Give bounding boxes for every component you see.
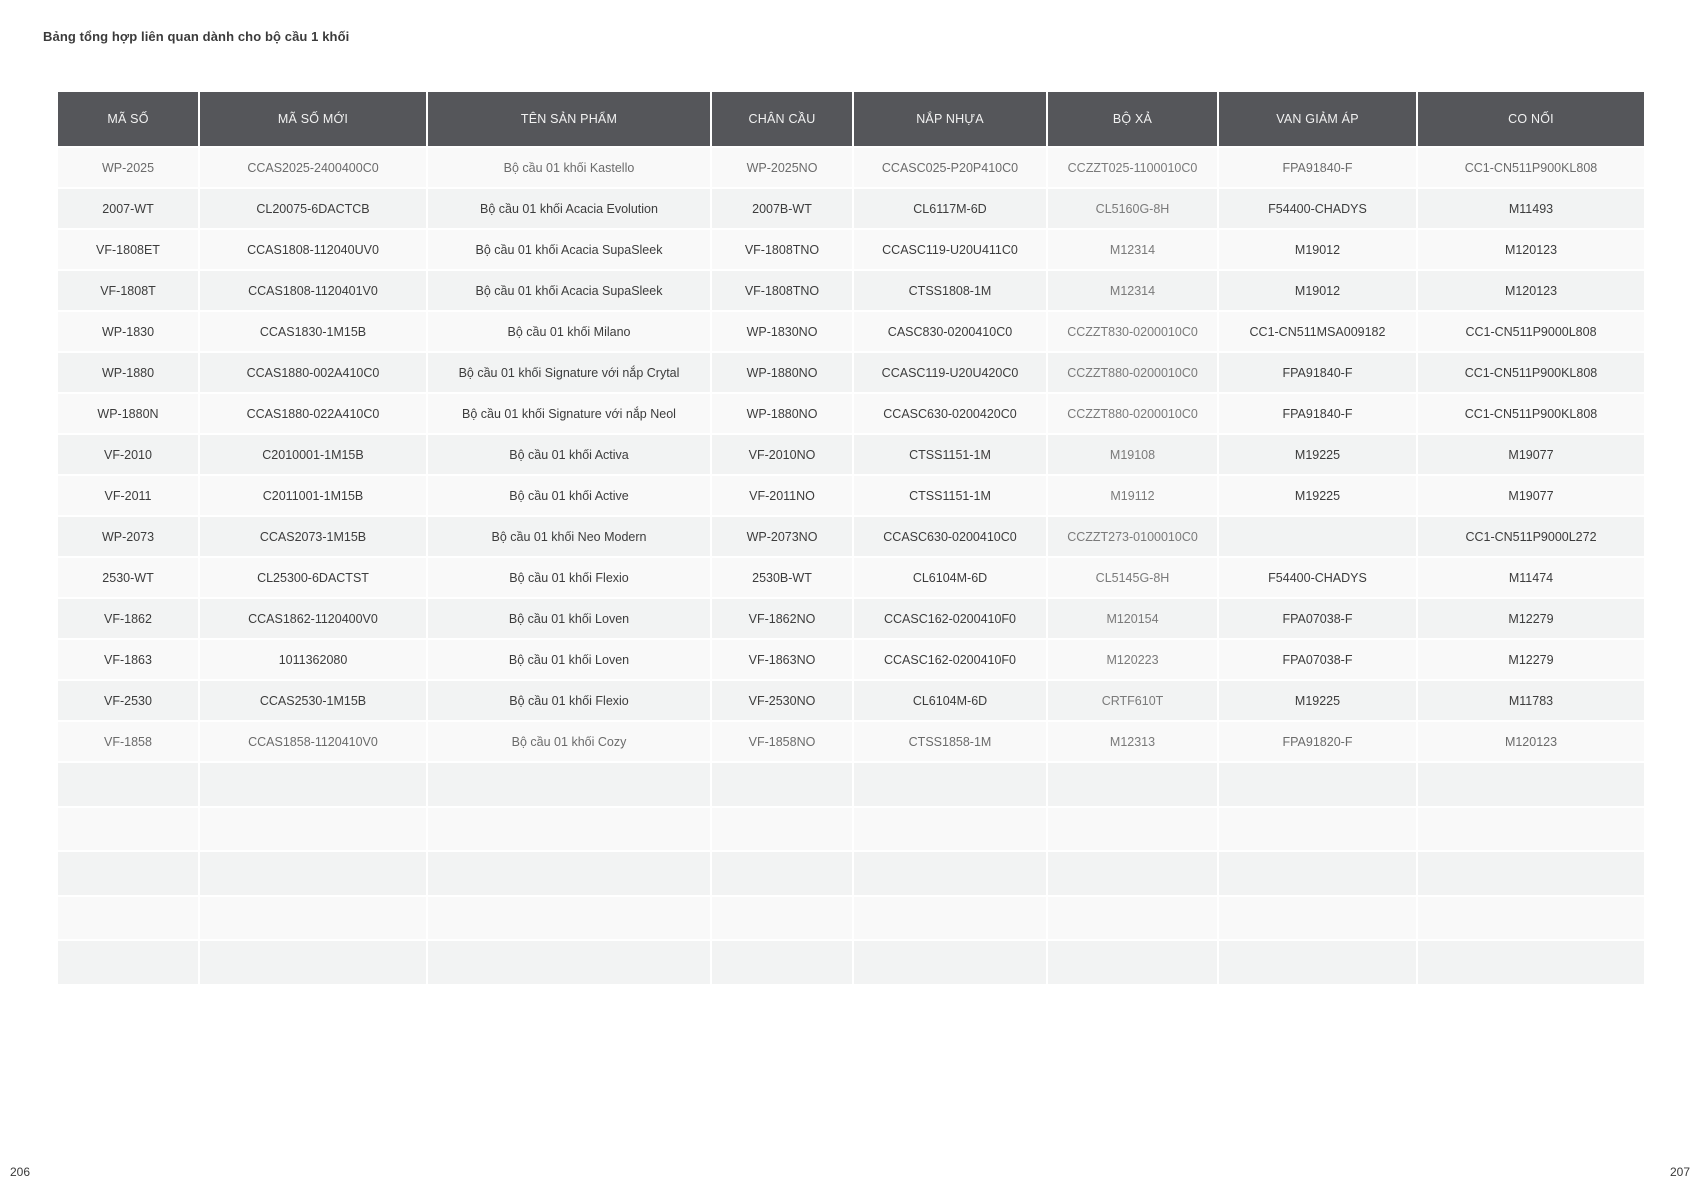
table-body bbox=[58, 148, 1644, 984]
cell-chan-cau: VF-1808TNO bbox=[712, 230, 852, 269]
cell-ma-so: VF-1862 bbox=[58, 599, 198, 638]
cell-ma-so-moi: C2010001-1M15B bbox=[200, 435, 426, 474]
cell-ma-so-moi: CCAS1880-002A410C0 bbox=[200, 353, 426, 392]
empty-cell bbox=[712, 897, 852, 940]
header-nap-nhua: NẮP NHỰA bbox=[854, 92, 1046, 146]
cell-nap-nhua: CCASC119-U20U411C0 bbox=[854, 230, 1046, 269]
empty-cell bbox=[428, 808, 710, 851]
cell-chan-cau: 2007B-WT bbox=[712, 189, 852, 228]
summary-table bbox=[56, 90, 1646, 986]
cell-co-noi: M19077 bbox=[1418, 476, 1644, 515]
cell-van-giam-ap bbox=[1219, 517, 1416, 556]
cell-ma-so-moi: CCAS1830-1M15B bbox=[200, 312, 426, 351]
table-row bbox=[58, 230, 1644, 269]
cell-ma-so: VF-2010 bbox=[58, 435, 198, 474]
empty-table-row bbox=[58, 763, 1644, 806]
cell-ma-so-moi: CCAS2073-1M15B bbox=[200, 517, 426, 556]
cell-nap-nhua: CCASC162-0200410F0 bbox=[854, 599, 1046, 638]
cell-van-giam-ap: FPA91820-F bbox=[1219, 722, 1416, 761]
empty-cell bbox=[200, 852, 426, 895]
cell-van-giam-ap: M19012 bbox=[1219, 230, 1416, 269]
cell-nap-nhua: CCASC162-0200410F0 bbox=[854, 640, 1046, 679]
cell-chan-cau: 2530B-WT bbox=[712, 558, 852, 597]
header-co-noi: CO NỐI bbox=[1418, 92, 1644, 146]
cell-ten-san-pham: Bộ cầu 01 khối Activa bbox=[428, 435, 710, 474]
empty-cell bbox=[712, 941, 852, 984]
cell-nap-nhua: CL6117M-6D bbox=[854, 189, 1046, 228]
cell-co-noi: M11493 bbox=[1418, 189, 1644, 228]
cell-bo-xa: CRTF610T bbox=[1048, 681, 1217, 720]
cell-chan-cau: WP-2025NO bbox=[712, 148, 852, 187]
cell-ma-so-moi: C2011001-1M15B bbox=[200, 476, 426, 515]
cell-van-giam-ap: FPA07038-F bbox=[1219, 640, 1416, 679]
table-row bbox=[58, 558, 1644, 597]
cell-ma-so-moi: CL25300-6DACTST bbox=[200, 558, 426, 597]
cell-ma-so: WP-1830 bbox=[58, 312, 198, 351]
cell-bo-xa: M12314 bbox=[1048, 230, 1217, 269]
empty-cell bbox=[712, 852, 852, 895]
table-header-row bbox=[58, 92, 1644, 146]
page-number-left: 206 bbox=[10, 1165, 31, 1179]
table-row bbox=[58, 353, 1644, 392]
empty-cell bbox=[428, 941, 710, 984]
empty-cell bbox=[1048, 852, 1217, 895]
cell-bo-xa: M120154 bbox=[1048, 599, 1217, 638]
cell-co-noi: CC1-CN511P900KL808 bbox=[1418, 353, 1644, 392]
cell-bo-xa: CCZZT273-0100010C0 bbox=[1048, 517, 1217, 556]
cell-ten-san-pham: Bộ cầu 01 khối Signature với nắp Neol bbox=[428, 394, 710, 433]
cell-ma-so: WP-2073 bbox=[58, 517, 198, 556]
empty-cell bbox=[854, 941, 1046, 984]
cell-nap-nhua: CCASC119-U20U420C0 bbox=[854, 353, 1046, 392]
cell-ma-so: VF-2011 bbox=[58, 476, 198, 515]
cell-nap-nhua: CL6104M-6D bbox=[854, 681, 1046, 720]
cell-nap-nhua: CCASC630-0200410C0 bbox=[854, 517, 1046, 556]
cell-chan-cau: VF-1808TNO bbox=[712, 271, 852, 310]
empty-cell bbox=[1219, 763, 1416, 806]
cell-bo-xa: M19108 bbox=[1048, 435, 1217, 474]
empty-cell bbox=[854, 852, 1046, 895]
cell-bo-xa: M12313 bbox=[1048, 722, 1217, 761]
cell-ten-san-pham: Bộ cầu 01 khối Neo Modern bbox=[428, 517, 710, 556]
cell-ma-so: VF-1863 bbox=[58, 640, 198, 679]
cell-bo-xa: CCZZT880-0200010C0 bbox=[1048, 394, 1217, 433]
cell-ten-san-pham: Bộ cầu 01 khối Loven bbox=[428, 599, 710, 638]
cell-bo-xa: CCZZT025-1100010C0 bbox=[1048, 148, 1217, 187]
table-row bbox=[58, 722, 1644, 761]
empty-cell bbox=[712, 763, 852, 806]
empty-cell bbox=[712, 808, 852, 851]
cell-chan-cau: WP-2073NO bbox=[712, 517, 852, 556]
cell-nap-nhua: CTSS1151-1M bbox=[854, 476, 1046, 515]
cell-van-giam-ap: M19225 bbox=[1219, 435, 1416, 474]
header-ma-so: MÃ SỐ bbox=[58, 92, 198, 146]
cell-chan-cau: VF-1858NO bbox=[712, 722, 852, 761]
cell-chan-cau: VF-1862NO bbox=[712, 599, 852, 638]
table-row bbox=[58, 476, 1644, 515]
empty-cell bbox=[854, 763, 1046, 806]
cell-nap-nhua: CTSS1808-1M bbox=[854, 271, 1046, 310]
empty-cell bbox=[428, 852, 710, 895]
cell-van-giam-ap: F54400-CHADYS bbox=[1219, 189, 1416, 228]
cell-van-giam-ap: M19012 bbox=[1219, 271, 1416, 310]
table-row bbox=[58, 640, 1644, 679]
cell-ma-so-moi: CCAS1858-1120410V0 bbox=[200, 722, 426, 761]
cell-ma-so: WP-2025 bbox=[58, 148, 198, 187]
header-ma-so-moi: MÃ SỐ MỚI bbox=[200, 92, 426, 146]
cell-ma-so: VF-1808T bbox=[58, 271, 198, 310]
empty-cell bbox=[1418, 852, 1644, 895]
cell-ma-so: VF-1808ET bbox=[58, 230, 198, 269]
empty-cell bbox=[1219, 897, 1416, 940]
table-row bbox=[58, 681, 1644, 720]
empty-table-row bbox=[58, 852, 1644, 895]
cell-bo-xa: M12314 bbox=[1048, 271, 1217, 310]
cell-chan-cau: VF-2010NO bbox=[712, 435, 852, 474]
empty-cell bbox=[200, 808, 426, 851]
cell-ma-so: WP-1880N bbox=[58, 394, 198, 433]
empty-cell bbox=[428, 897, 710, 940]
cell-bo-xa: M120223 bbox=[1048, 640, 1217, 679]
cell-chan-cau: WP-1880NO bbox=[712, 394, 852, 433]
cell-ma-so-moi: CCAS2530-1M15B bbox=[200, 681, 426, 720]
empty-cell bbox=[428, 763, 710, 806]
cell-ma-so: 2007-WT bbox=[58, 189, 198, 228]
cell-van-giam-ap: F54400-CHADYS bbox=[1219, 558, 1416, 597]
empty-table-row bbox=[58, 941, 1644, 984]
cell-chan-cau: VF-2530NO bbox=[712, 681, 852, 720]
cell-ten-san-pham: Bộ cầu 01 khối Milano bbox=[428, 312, 710, 351]
cell-co-noi: M120123 bbox=[1418, 722, 1644, 761]
cell-chan-cau: VF-2011NO bbox=[712, 476, 852, 515]
header-ten-san-pham: TÊN SẢN PHẨM bbox=[428, 92, 710, 146]
cell-van-giam-ap: CC1-CN511MSA009182 bbox=[1219, 312, 1416, 351]
header-van-giam-ap: VAN GIẢM ÁP bbox=[1219, 92, 1416, 146]
cell-co-noi: CC1-CN511P900KL808 bbox=[1418, 394, 1644, 433]
table-row bbox=[58, 312, 1644, 351]
cell-bo-xa: CCZZT880-0200010C0 bbox=[1048, 353, 1217, 392]
cell-ma-so: VF-1858 bbox=[58, 722, 198, 761]
cell-co-noi: CC1-CN511P900KL808 bbox=[1418, 148, 1644, 187]
cell-van-giam-ap: FPA91840-F bbox=[1219, 353, 1416, 392]
empty-cell bbox=[58, 852, 198, 895]
empty-cell bbox=[58, 897, 198, 940]
cell-ten-san-pham: Bộ cầu 01 khối Acacia SupaSleek bbox=[428, 230, 710, 269]
empty-cell bbox=[1219, 808, 1416, 851]
empty-cell bbox=[1048, 941, 1217, 984]
table-row bbox=[58, 517, 1644, 556]
empty-cell bbox=[200, 897, 426, 940]
cell-ten-san-pham: Bộ cầu 01 khối Acacia SupaSleek bbox=[428, 271, 710, 310]
cell-van-giam-ap: FPA91840-F bbox=[1219, 148, 1416, 187]
cell-bo-xa: CCZZT830-0200010C0 bbox=[1048, 312, 1217, 351]
table-row bbox=[58, 148, 1644, 187]
cell-nap-nhua: CASC830-0200410C0 bbox=[854, 312, 1046, 351]
empty-cell bbox=[200, 763, 426, 806]
table-row bbox=[58, 394, 1644, 433]
cell-ten-san-pham: Bộ cầu 01 khối Signature với nắp Crytal bbox=[428, 353, 710, 392]
table-row bbox=[58, 599, 1644, 638]
header-chan-cau: CHÂN CẦU bbox=[712, 92, 852, 146]
cell-ma-so-moi: CCAS1808-112040UV0 bbox=[200, 230, 426, 269]
cell-chan-cau: VF-1863NO bbox=[712, 640, 852, 679]
cell-ma-so: WP-1880 bbox=[58, 353, 198, 392]
cell-ma-so-moi: CCAS1808-1120401V0 bbox=[200, 271, 426, 310]
cell-ma-so-moi: CCAS1862-1120400V0 bbox=[200, 599, 426, 638]
empty-cell bbox=[854, 897, 1046, 940]
cell-co-noi: CC1-CN511P9000L272 bbox=[1418, 517, 1644, 556]
cell-co-noi: M11783 bbox=[1418, 681, 1644, 720]
empty-cell bbox=[1048, 808, 1217, 851]
cell-ma-so-moi: CCAS2025-2400400C0 bbox=[200, 148, 426, 187]
summary-table-container bbox=[58, 90, 1640, 986]
empty-cell bbox=[1418, 763, 1644, 806]
cell-van-giam-ap: FPA91840-F bbox=[1219, 394, 1416, 433]
cell-ma-so-moi: CL20075-6DACTCB bbox=[200, 189, 426, 228]
cell-co-noi: M120123 bbox=[1418, 271, 1644, 310]
cell-nap-nhua: CCASC630-0200420C0 bbox=[854, 394, 1046, 433]
empty-cell bbox=[1219, 941, 1416, 984]
empty-table-row bbox=[58, 808, 1644, 851]
cell-chan-cau: WP-1830NO bbox=[712, 312, 852, 351]
empty-cell bbox=[1048, 897, 1217, 940]
cell-chan-cau: WP-1880NO bbox=[712, 353, 852, 392]
cell-co-noi: M120123 bbox=[1418, 230, 1644, 269]
cell-co-noi: M11474 bbox=[1418, 558, 1644, 597]
empty-cell bbox=[1219, 852, 1416, 895]
cell-ten-san-pham: Bộ cầu 01 khối Acacia Evolution bbox=[428, 189, 710, 228]
cell-co-noi: M12279 bbox=[1418, 640, 1644, 679]
cell-ma-so: 2530-WT bbox=[58, 558, 198, 597]
cell-bo-xa: CL5145G-8H bbox=[1048, 558, 1217, 597]
cell-van-giam-ap: M19225 bbox=[1219, 476, 1416, 515]
cell-ma-so: VF-2530 bbox=[58, 681, 198, 720]
cell-ma-so-moi: CCAS1880-022A410C0 bbox=[200, 394, 426, 433]
empty-cell bbox=[1418, 897, 1644, 940]
empty-cell bbox=[58, 941, 198, 984]
cell-co-noi: CC1-CN511P9000L808 bbox=[1418, 312, 1644, 351]
table-row bbox=[58, 435, 1644, 474]
cell-nap-nhua: CL6104M-6D bbox=[854, 558, 1046, 597]
cell-nap-nhua: CCASC025-P20P410C0 bbox=[854, 148, 1046, 187]
cell-co-noi: M12279 bbox=[1418, 599, 1644, 638]
cell-ten-san-pham: Bộ cầu 01 khối Flexio bbox=[428, 558, 710, 597]
empty-cell bbox=[1048, 763, 1217, 806]
header-bo-xa: BỘ XẢ bbox=[1048, 92, 1217, 146]
document-title: Bảng tổng hợp liên quan dành cho bộ cầu 1 khối bbox=[43, 29, 350, 44]
empty-cell bbox=[1418, 941, 1644, 984]
empty-table-row bbox=[58, 897, 1644, 940]
cell-van-giam-ap: FPA07038-F bbox=[1219, 599, 1416, 638]
table-row bbox=[58, 271, 1644, 310]
cell-nap-nhua: CTSS1858-1M bbox=[854, 722, 1046, 761]
cell-ten-san-pham: Bộ cầu 01 khối Cozy bbox=[428, 722, 710, 761]
cell-bo-xa: M19112 bbox=[1048, 476, 1217, 515]
cell-ten-san-pham: Bộ cầu 01 khối Flexio bbox=[428, 681, 710, 720]
empty-cell bbox=[1418, 808, 1644, 851]
empty-cell bbox=[58, 808, 198, 851]
cell-nap-nhua: CTSS1151-1M bbox=[854, 435, 1046, 474]
empty-cell bbox=[200, 941, 426, 984]
page-number-right: 207 bbox=[1669, 1165, 1690, 1179]
empty-cell bbox=[854, 808, 1046, 851]
cell-bo-xa: CL5160G-8H bbox=[1048, 189, 1217, 228]
table-row bbox=[58, 189, 1644, 228]
cell-co-noi: M19077 bbox=[1418, 435, 1644, 474]
cell-ten-san-pham: Bộ cầu 01 khối Loven bbox=[428, 640, 710, 679]
cell-ten-san-pham: Bộ cầu 01 khối Kastello bbox=[428, 148, 710, 187]
cell-ma-so-moi: 1011362080 bbox=[200, 640, 426, 679]
cell-ten-san-pham: Bộ cầu 01 khối Active bbox=[428, 476, 710, 515]
cell-van-giam-ap: M19225 bbox=[1219, 681, 1416, 720]
empty-cell bbox=[58, 763, 198, 806]
